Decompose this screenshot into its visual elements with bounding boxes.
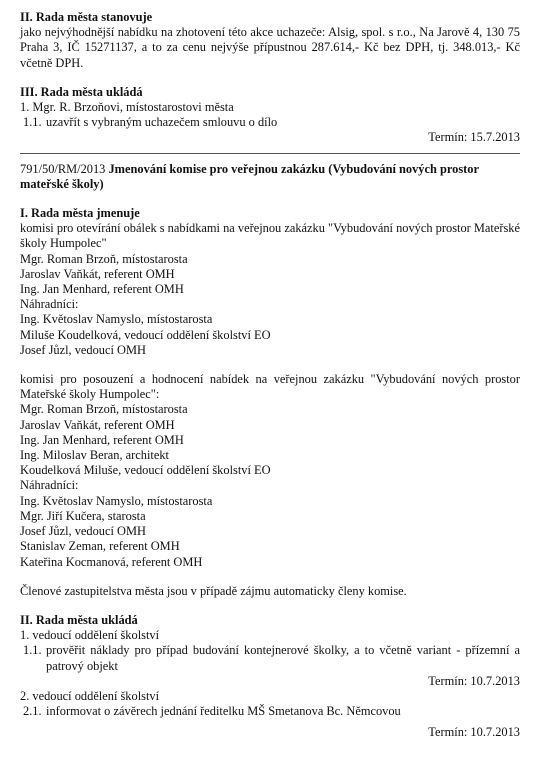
nahradnici-label: Náhradníci:: [20, 297, 79, 312]
item-number: 1.: [20, 100, 30, 115]
termin-1: Termín: 15.7.2013: [428, 130, 520, 145]
section-heading-uklada-iii: III. Rada města ukládá: [20, 84, 143, 99]
uklada2-item-2: [20, 689, 520, 704]
uklada2-subitem-1-1: [20, 643, 520, 673]
komise2-member: Mgr. Roman Brzoň, místostarosta: [20, 402, 188, 417]
uklada-subitem-1-1: [20, 115, 520, 130]
komise2-member: Ing. Miloslav Beran, architekt: [20, 448, 169, 463]
item-number: 2.: [20, 688, 30, 703]
resolution-title-line: [20, 162, 520, 192]
uklada2-item-1: [20, 628, 520, 643]
subitem-number: 1.1.: [23, 643, 42, 658]
subitem-number: 1.1.: [23, 115, 42, 130]
uklada-item-1: [20, 100, 520, 115]
nahradnici-label: Náhradníci:: [20, 478, 79, 493]
termin-3: Termín: 10.7.2013: [428, 725, 520, 740]
item-text: vedoucí oddělení školství: [32, 628, 160, 643]
komise1-intro: komisi pro otevírání obálek s nabídkami na veřejnou zakázku "Vybudování nových prostor Mateřské školy Humpolec": [20, 221, 520, 251]
subitem-text: informovat o závěrech jednání ředitelku MŠ Smetanova Bc. Němcovou: [46, 704, 401, 719]
komise1-member: Mgr. Roman Brzoň, místostarosta: [20, 251, 188, 266]
resolution-title: Jmenování komise pro veřejnou zakázku (Vybudování nových prostor mateřské školy): [20, 161, 479, 191]
komise1-substitute: Josef Jůzl, vedoucí OMH: [20, 342, 146, 357]
komise2-substitute: Ing. Květoslav Namyslo, místostarosta: [20, 493, 213, 508]
komise2-substitute: Kateřina Kocmanová, referent OMH: [20, 554, 203, 569]
subitem-text: prověřit náklady pro případ budování kontejnerové školky, a to včetně variant - přízemní a patrový objekt: [46, 643, 520, 673]
subitem-text: uzavřít s vybraným uchazečem smlouvu o dílo: [46, 115, 278, 130]
item-text: Mgr. R. Brzoňovi, místostarostovi města: [32, 100, 234, 115]
komise2-substitute: Josef Jůzl, vedoucí OMH: [20, 524, 146, 539]
section-heading-jmenuje: I. Rada města jmenuje: [20, 206, 140, 221]
komise2-member: Koudelková Miluše, vedoucí oddělení školství EO: [20, 463, 271, 478]
komise2-member: Ing. Jan Menhard, referent OMH: [20, 432, 184, 447]
komise1-substitute: Miluše Koudelková, vedoucí oddělení školství EO: [20, 327, 271, 342]
item-text: vedoucí oddělení školství: [32, 688, 160, 703]
termin-2: Termín: 10.7.2013: [428, 673, 520, 688]
resolution-number: 791/50/RM/2013: [20, 161, 106, 176]
members-note: Členové zastupitelstva města jsou v případě zájmu automaticky členy komise.: [20, 583, 407, 598]
document-page: [20, 10, 520, 741]
section-text-stanovuje: jako nejvýhodnější nabídku na zhotovení této akce uchazeče: Alsig, spol. s r.o., Na Jarově 4, 130 75 Praha 3, IČ 15271137, a to za cenu nejvýše přípustnou 287.614,- Kč bez DPH, tj. 348.013,- Kč včetně DPH.: [20, 25, 520, 70]
section-heading-stanovuje: II. Rada města stanovuje: [20, 10, 153, 24]
komise2-substitute: Mgr. Jiří Kučera, starosta: [20, 508, 146, 523]
item-number: 1.: [20, 628, 30, 643]
komise1-member: Ing. Jan Menhard, referent OMH: [20, 282, 184, 297]
komise1-substitute: Ing. Květoslav Namyslo, místostarosta: [20, 312, 213, 327]
komise1-member: Jaroslav Vaňkát, referent OMH: [20, 266, 175, 281]
komise2-intro: komisi pro posouzení a hodnocení nabídek na veřejnou zakázku "Vybudování nových prostor Mateřské školy Humpolec":: [20, 372, 520, 402]
subitem-number: 2.1.: [23, 704, 42, 719]
uklada2-subitem-2-1: [20, 704, 520, 719]
komise2-member: Jaroslav Vaňkát, referent OMH: [20, 417, 175, 432]
komise2-substitute: Stanislav Zeman, referent OMH: [20, 539, 180, 554]
section-heading-uklada-ii: II. Rada města ukládá: [20, 612, 138, 627]
resolution-divider: [20, 153, 520, 154]
